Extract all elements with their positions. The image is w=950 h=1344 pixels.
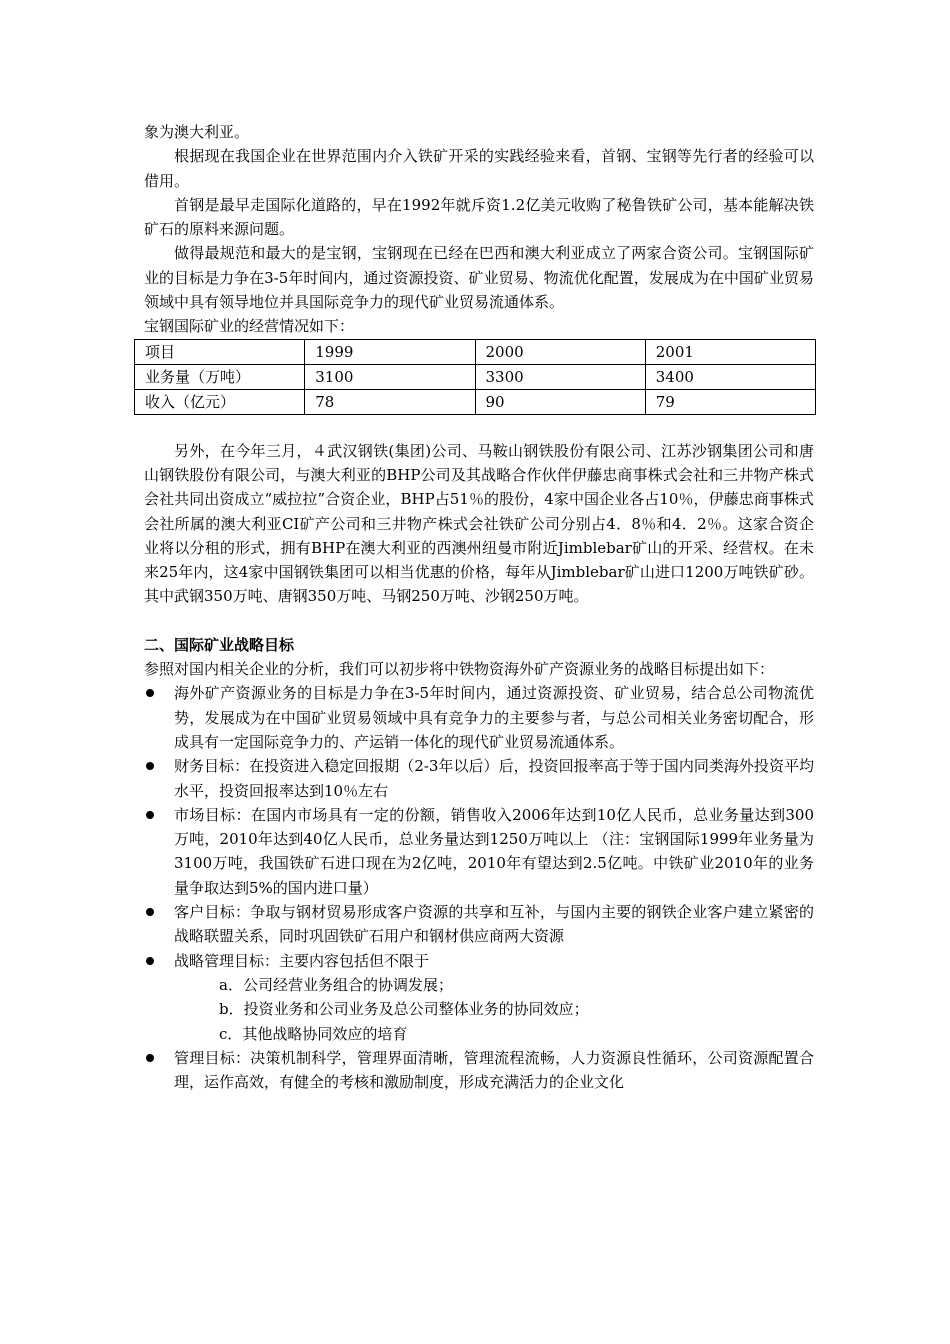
- paragraph: 根据现在我国企业在世界范围内介入铁矿开采的实践经验来看，首钢、宝钢等先行者的经验可以借用。: [144, 147, 814, 190]
- table-cell: 3400: [645, 364, 815, 389]
- joint-venture-paragraph: 另外，在今年三月，４武汉钢铁(集团)公司、马鞍山钢铁股份有限公司、江苏沙钢集团公司和唐山钢铁股份有限公司，与澳大利亚的BHP公司及其战略合作伙伴伊藤忠商事株式会社和三井物产株式会社共同出资成立“威拉拉”合资企业，BHP占51％的股份，4家中国企业各占10％，伊藤忠商事株式会社所属的澳大利亚CI矿产公司和三井物产株式会社铁矿公司分别占4．8％和4．2％。这家合资企业将以分租的形式，拥有BHP在澳大利亚的西澳州纽曼市附近Jimblebar矿山的开采、经营权。在未来25年内，这4家中国钢铁集团可以相当优惠的价格，每年从Jimblebar矿山进口1200万吨铁矿砂。其中武钢350万吨、唐钢350万吨、马钢250万吨、沙钢250万吨。: [144, 441, 814, 606]
- paragraph: 首钢是最早走国际化道路的，早在1992年就斥资1.2亿美元收购了秘鲁铁矿公司，基本能解决铁矿石的原料来源问题。: [144, 195, 814, 239]
- strategy-goal-list-continued: [144, 1046, 814, 1095]
- table-cell: 业务量（万吨）: [135, 364, 305, 389]
- table-cell: 78: [305, 389, 475, 414]
- sub-list-item: b．投资业务和公司业务及总公司整体业务的协同效应；: [219, 1000, 589, 1019]
- table-row: [135, 364, 816, 389]
- spacer: [144, 415, 814, 439]
- spacer: [144, 609, 814, 633]
- table-cell: 1999: [305, 339, 475, 364]
- strategy-goal-list: [144, 681, 814, 973]
- table-cell: 90: [475, 389, 645, 414]
- table-header-row: [135, 339, 816, 364]
- list-item: 海外矿产资源业务的目标是力争在3-5年时间内，通过资源投资、矿业贸易，结合总公司物流优势，发展成为在中国矿业贸易领域中具有竞争力的主要参与者，与总公司相关业务密切配合，形成具有一定国际竞争力的、产运销一体化的现代矿业贸易流通体系。: [144, 681, 814, 754]
- paragraph: 做得最规范和最大的是宝钢，宝钢现在已经在巴西和澳大利亚成立了两家合资公司。宝钢国际矿业的目标是力争在3-5年时间内，通过资源投资、矿业贸易、物流优化配置，发展成为在中国矿业贸易领域中具有领导地位并具国际竞争力的现代矿业贸易流通体系。: [144, 244, 814, 312]
- paragraph: 象为澳大利亚。: [144, 123, 250, 141]
- list-item: 战略管理目标：主要内容包括但不限于: [144, 949, 814, 973]
- list-item: 管理目标：决策机制科学，管理界面清晰，管理流程流畅，人力资源良性循环，公司资源配置合理，运作高效，有健全的考核和激励制度，形成充满活力的企业文化: [144, 1046, 814, 1095]
- table-row: [135, 389, 816, 414]
- table-cell: 2001: [645, 339, 815, 364]
- table-caption: 宝钢国际矿业的经营情况如下：: [144, 317, 355, 336]
- table-cell: 项目: [135, 339, 305, 364]
- sub-item-list: [144, 973, 814, 1046]
- sub-list-item: c．其他战略协同效应的培育: [219, 1024, 408, 1043]
- sub-list-item: a．公司经营业务组合的协调发展；: [219, 975, 453, 994]
- list-item: 财务目标：在投资进入稳定回报期（2-3年以后）后，投资回报率高于等于国内同类海外投资平均水平，投资回报率达到10％左右: [144, 754, 814, 803]
- section-lead: 参照对国内相关企业的分析，我们可以初步将中铁物资海外矿产资源业务的战略目标提出如下：: [144, 660, 775, 679]
- baosteel-operations-table: [134, 339, 816, 415]
- list-item: 客户目标：争取与钢材贸易形成客户资源的共享和互补，与国内主要的钢铁企业客户建立紧密的战略联盟关系，同时巩固铁矿石用户和钢材供应商两大资源: [144, 900, 814, 949]
- table-cell: 收入（亿元）: [135, 389, 305, 414]
- list-item: 市场目标：在国内市场具有一定的份额，销售收入2006年达到10亿人民币，总业务量达到300万吨，2010年达到40亿人民币，总业务量达到1250万吨以上 （注：宝钢国际1999年业务量为3100万吨，我国铁矿石进口现在为2亿吨，2010年有望达到2.5亿吨。中铁矿业2010年的业务量争取达到5%的国内进口量）: [144, 803, 814, 900]
- table-cell: 3300: [475, 364, 645, 389]
- table-cell: 2000: [475, 339, 645, 364]
- table-cell: 79: [645, 389, 815, 414]
- document-page: [144, 120, 814, 1094]
- table-cell: 3100: [305, 364, 475, 389]
- section-heading: 二、国际矿业战略目标: [144, 635, 295, 654]
